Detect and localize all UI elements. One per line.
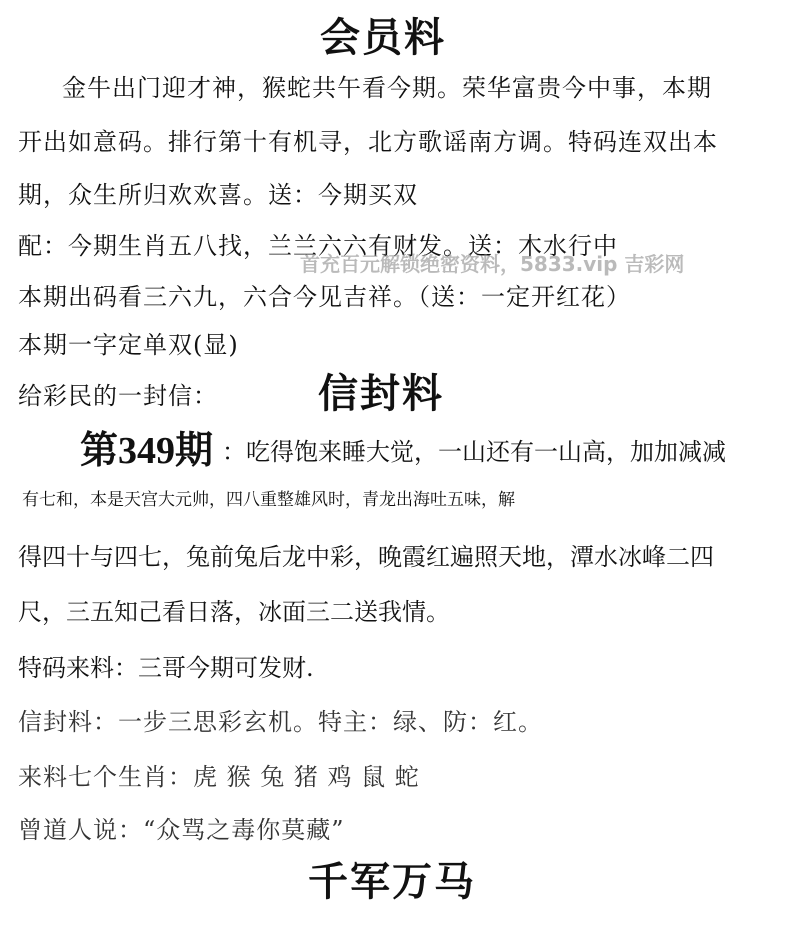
letter-line-3: 得四十与四七，兔前兔后龙中彩，晚霞红遍照天地，潭水冰峰二四 <box>18 543 714 571</box>
member-line-4: 配：今期生肖五八找，兰兰六六有财发。送：木水行中 <box>18 232 618 260</box>
letter-intro: 给彩民的一封信： <box>18 382 218 410</box>
title-bottom: 千军万马 <box>308 858 476 905</box>
issue-number: 第349期 <box>80 430 214 472</box>
zodiac-line: 来料七个生肖：虎 猴 兔 猪 鸡 鼠 蛇 <box>18 763 420 791</box>
letter-line-2: 有七和，本是天宫大元帅，四八重整雄风时，青龙出海吐五味，解 <box>22 490 515 510</box>
member-line-3: 期，众生所归欢欢喜。送：今期买双 <box>18 181 418 209</box>
letter-line-4: 尺，三五知己看日落，冰面三二送我情。 <box>18 598 450 626</box>
title-member: 会员料 <box>320 14 446 61</box>
title-letter: 信封料 <box>318 370 444 417</box>
letter-line-1: ：吃得饱来睡大觉，一山还有一山高，加加减减 <box>222 438 726 466</box>
member-line-1: 金牛出门迎才神，猴蛇共午看今期。荣华富贵今中事，本期 <box>62 74 712 102</box>
saying-line: 曾道人说：“众骂之毒你莫藏” <box>18 816 345 844</box>
member-line-5: 本期出码看三六九，六合今见吉祥。（送：一定开红花） <box>18 283 631 311</box>
tema-line: 特码来料：三哥今期可发财. <box>18 654 314 682</box>
member-line-2: 开出如意码。排行第十有机寻，北方歌谣南方调。特码连双出本 <box>18 128 718 156</box>
xinfeng-line: 信封料：一步三思彩玄机。特主：绿、防：红。 <box>18 708 543 736</box>
watermark-text: 首充百元解锁绝密资料，5833.vip 吉彩网 <box>300 252 685 276</box>
member-line-6: 本期一字定单双(显) <box>18 331 239 359</box>
